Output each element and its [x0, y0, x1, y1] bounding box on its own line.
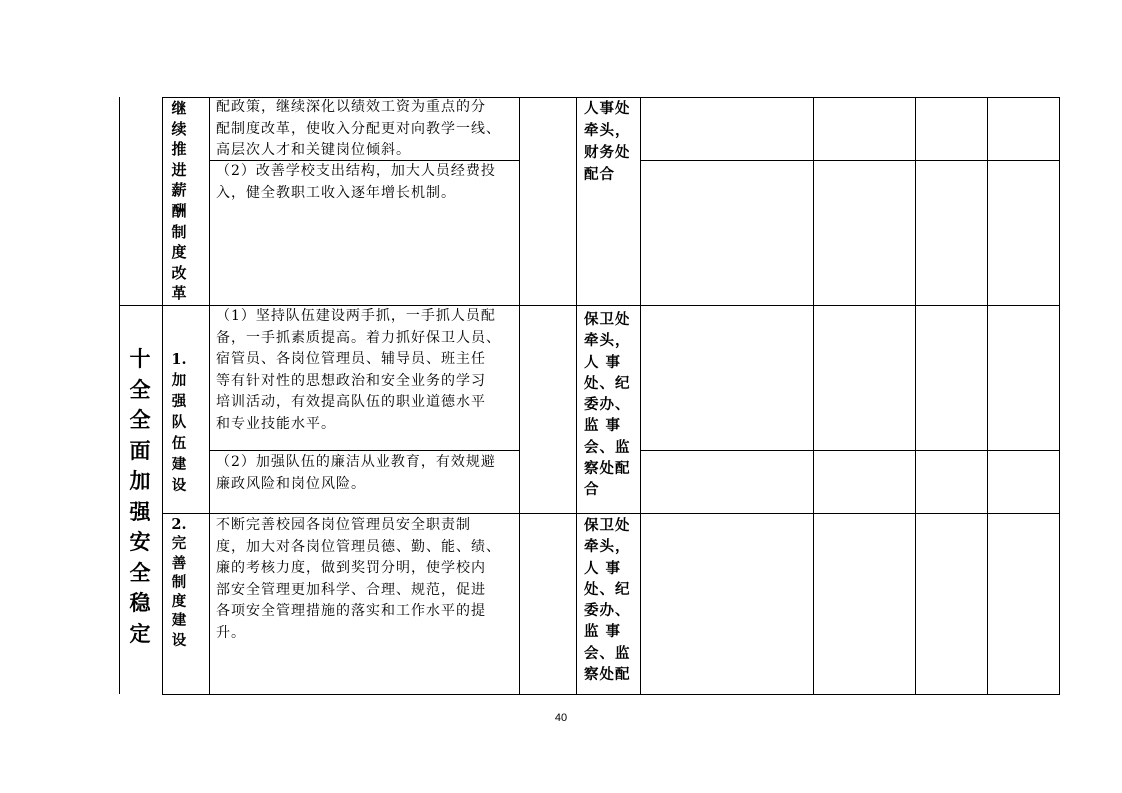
- section9-measure-2: （2）改善学校支出结构，加大人员经费投 入，健全教职工收入逐年增长机制。: [216, 163, 496, 201]
- row-line: [640, 160, 1060, 161]
- item2-lead-unit: 保卫处 牵头， 人 事 处、纪 委办、 监 事 会、监 察处配: [584, 517, 631, 684]
- col-line: [162, 97, 163, 694]
- item1-lead-unit: 保卫处 牵头， 人 事 处、纪 委办、 监 事 会、监 察处配 合: [584, 311, 631, 499]
- col-line: [915, 97, 916, 694]
- col-line: [987, 97, 988, 694]
- col-line: [813, 97, 814, 694]
- item1-measure-2: （2）加强队伍的廉洁从业教育，有效规避 廉政风险和岗位风险。: [216, 454, 496, 492]
- col-line: [576, 97, 577, 694]
- col-line: [519, 97, 520, 694]
- section9-lead-unit: 人事处 牵头， 财务处 配合: [584, 100, 631, 183]
- item2-label: 2. 完 善 制 度 建 设: [171, 516, 187, 649]
- row-line: [162, 694, 1060, 695]
- col-line: [119, 97, 120, 694]
- row-line: [640, 450, 1060, 451]
- row-line: [209, 450, 520, 451]
- col-line: [209, 97, 210, 694]
- item2-measure-1: 不断完善校园各岗位管理员安全职责制 度，加大对各岗位管理员德、勤、能、绩、 廉的考核力度，做到奖罚分明，使学校内 部安全管理更加科学、合理、规范，促进 各项安全管理措施的落实和工作水平的提 升。: [216, 517, 501, 641]
- section9-category: 继 续 推 进 薪 酬 制 度 改 革: [171, 99, 187, 303]
- section10-title: 十 全 全 面 加 强 安 全 稳 定: [129, 346, 151, 646]
- item1-measure-1: （1）坚持队伍建设两手抓，一手抓人员配 备，一手抓素质提高。着力抓好保卫人员、 宿管员、各岗位管理员、辅导员、班主任 等有针对性的思想政治和安全业务的学习 培训活动，有效提高队伍的职业道德水平 和专业技能水平。: [216, 308, 501, 432]
- row-line: [162, 513, 1060, 514]
- page-number: 40: [554, 712, 568, 724]
- col-line: [640, 97, 641, 694]
- col-line: [1059, 97, 1060, 695]
- item1-label: 1. 加 强 队 伍 建 设: [171, 351, 187, 494]
- section9-measure-1: 配政策，继续深化以绩效工资为重点的分 配制度改革，使收入分配更对向教学一线、 高层次人才和关键岗位倾斜。: [216, 99, 501, 158]
